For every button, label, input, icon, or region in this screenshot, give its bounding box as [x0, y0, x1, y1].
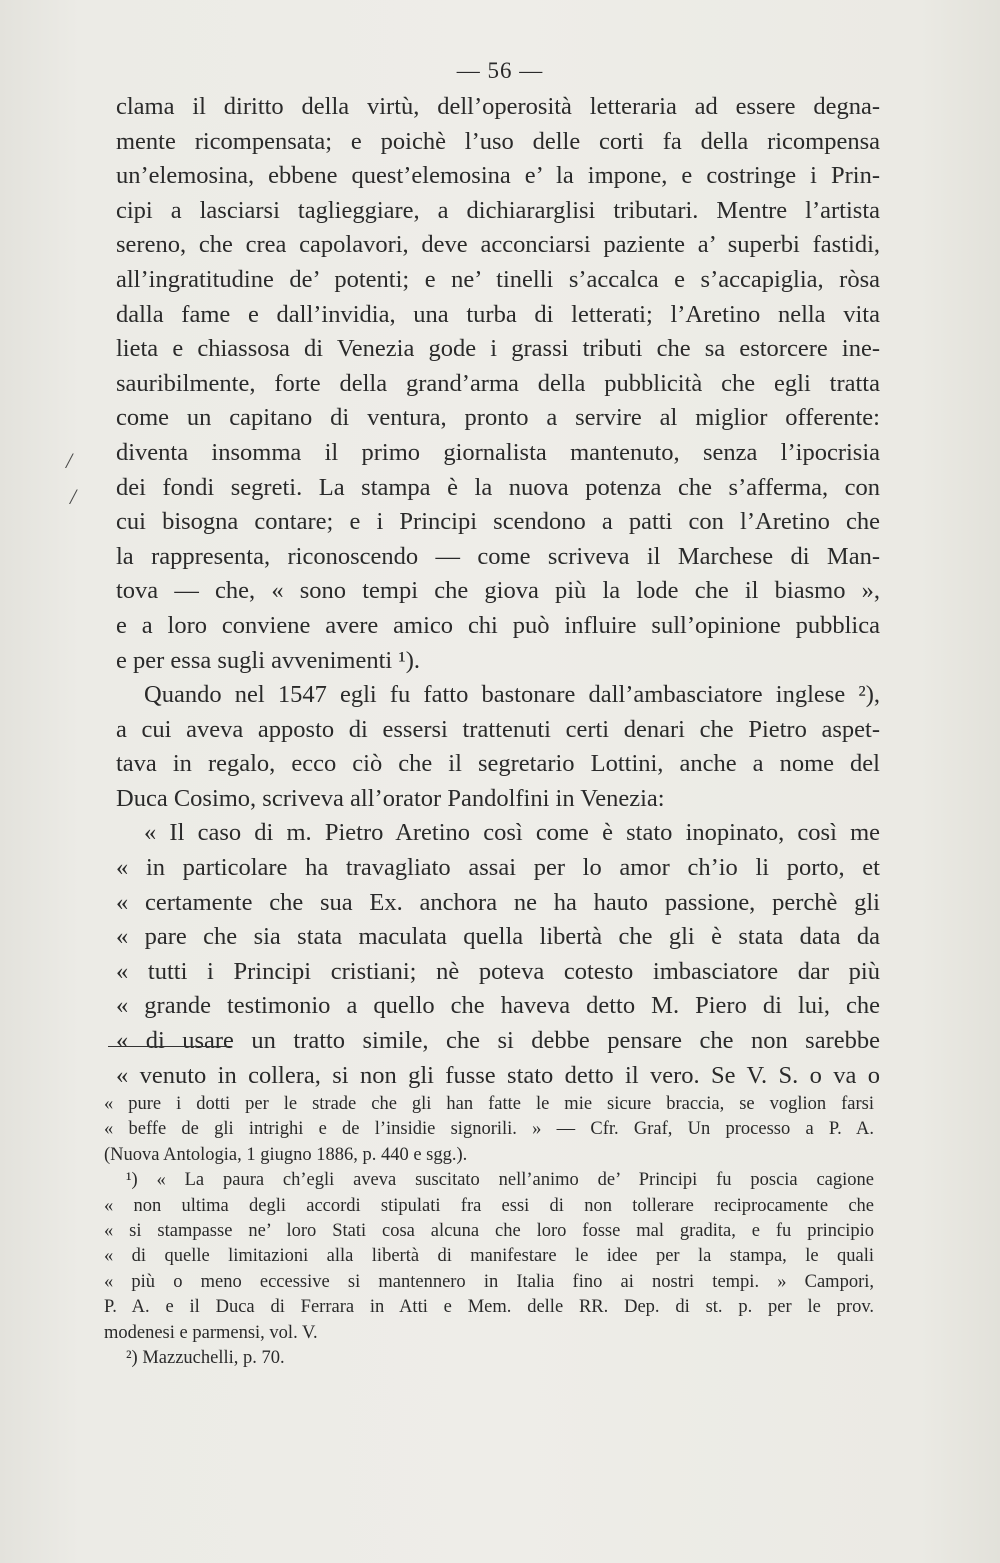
footnote-line: ²) Mazzuchelli, p. 70. [126, 1348, 285, 1369]
quote-line: « tutti i Principi cristiani; nè poteva cotesto imbasciatore dar più [116, 957, 880, 985]
text-line: cui bisogna contare; e i Principi scendono a patti con l’Aretino che [116, 508, 880, 536]
footnote-rule [108, 1046, 232, 1047]
text-line: diventa insomma il primo giornalista mantenuto, senza l’ipocrisia [116, 438, 880, 466]
footnote-line: « più o meno eccessive si mantennero in Italia fino ai nostri tempi. » Campori, [104, 1271, 874, 1292]
page-number: — 56 — [456, 58, 544, 83]
text-line: la rappresenta, riconoscendo — come scriveva il Marchese di Man- [116, 542, 880, 570]
text-line: e per essa sugli avvenimenti ¹). [116, 646, 420, 674]
footnotes [104, 1092, 874, 1371]
quote-line: « di usare un tratto simile, che si debbe pensare che non sarebbe [116, 1027, 880, 1055]
text-line: Quando nel 1547 egli fu fatto bastonare dall’ambasciatore inglese ²), [144, 681, 880, 709]
text-line: lieta e chiassosa di Venezia gode i grassi tributi che sa estorcere ine- [116, 335, 880, 363]
text-line: un’elemosina, ebbene quest’elemosina e’ la impone, e costringe i Prin- [116, 162, 880, 190]
quote-line: « pare che sia stata maculata quella libertà che gli è stata data da [116, 923, 880, 951]
margin-pencil-mark: / [70, 484, 77, 509]
quote-line: « in particolare ha travagliato assai per lo amor ch’io li porto, et [116, 854, 880, 882]
text-line: tova — che, « sono tempi che giova più la lode che il biasmo », [116, 577, 880, 605]
text-line: clama il diritto della virtù, dell’operosità letteraria ad essere degna- [116, 93, 880, 120]
text-line: Duca Cosimo, scriveva all’orator Pandolfini in Venezia: [116, 784, 665, 812]
text-line: mente ricompensata; e poichè l’uso delle corti fa della ricompensa [116, 127, 880, 155]
text-line: come un capitano di ventura, pronto a servire al miglior offerente: [116, 404, 880, 432]
footnote-line: « si stampasse ne’ loro Stati cosa alcuna che loro fosse mal gradita, e fu principio [104, 1221, 874, 1242]
quote-line: « venuto in collera, si non gli fusse stato detto il vero. Se V. S. o va o [116, 1061, 880, 1089]
footnote-line: « non ultima degli accordi stipulati fra essi di non tollerare reciprocamente che [104, 1195, 874, 1216]
quote-line: « certamente che sua Ex. anchora ne ha hauto passione, perchè gli [116, 888, 880, 916]
footnote-line: P. A. e il Duca di Ferrara in Atti e Mem. delle RR. Dep. di st. p. per le prov. [104, 1297, 874, 1318]
text-line: all’ingratitudine de’ potenti; e ne’ tinelli s’accalca e s’accapiglia, ròsa [116, 265, 880, 293]
footnote-line: « beffe de gli intrighi e de l’insidie signorili. » — Cfr. Graf, Un processo a P. A. [104, 1119, 874, 1140]
footnote-line: « di quelle limitazioni alla libertà di manifestare le idee per la stampa, le quali [104, 1246, 874, 1267]
footnote-line: « pure i dotti per le strade che gli han fatte le mie sicure braccia, se voglion farsi [104, 1094, 874, 1114]
quote-line: « grande testimonio a quello che haveva detto M. Piero di lui, che [116, 992, 880, 1020]
text-line: a cui aveva apposto di essersi trattenuti certi denari che Pietro aspet- [116, 715, 880, 743]
text-line: e a loro conviene avere amico chi può influire sull’opinione pubblica [116, 611, 880, 639]
footnote-line: (Nuova Antologia, 1 giugno 1886, p. 440 e sgg.). [104, 1144, 468, 1165]
text-line: dei fondi segreti. La stampa è la nuova potenza che s’afferma, con [116, 473, 880, 501]
text-line: tava in regalo, ecco ciò che il segretario Lottini, anche a nome del [116, 750, 880, 778]
main-text [116, 90, 880, 1093]
text-line: dalla fame e dall’invidia, una turba di letterati; l’Aretino nella vita [116, 300, 880, 328]
quote-line: « Il caso di m. Pietro Aretino così come è stato inopinato, così me [144, 819, 880, 847]
footnote-line: modenesi e parmensi, vol. V. [104, 1322, 318, 1343]
footnote-line: ¹) « La paura ch’egli aveva suscitato nell’animo de’ Principi fu poscia cagione [126, 1170, 874, 1191]
margin-pencil-mark: / [66, 448, 73, 473]
text-line: cipi a lasciarsi taglieggiare, a dichiararglisi tributari. Mentre l’artista [116, 196, 880, 224]
text-line: sauribilmente, forte della grand’arma della pubblicità che egli tratta [116, 369, 880, 397]
text-line: sereno, che crea capolavori, deve acconciarsi paziente a’ superbi fastidi, [116, 231, 880, 259]
